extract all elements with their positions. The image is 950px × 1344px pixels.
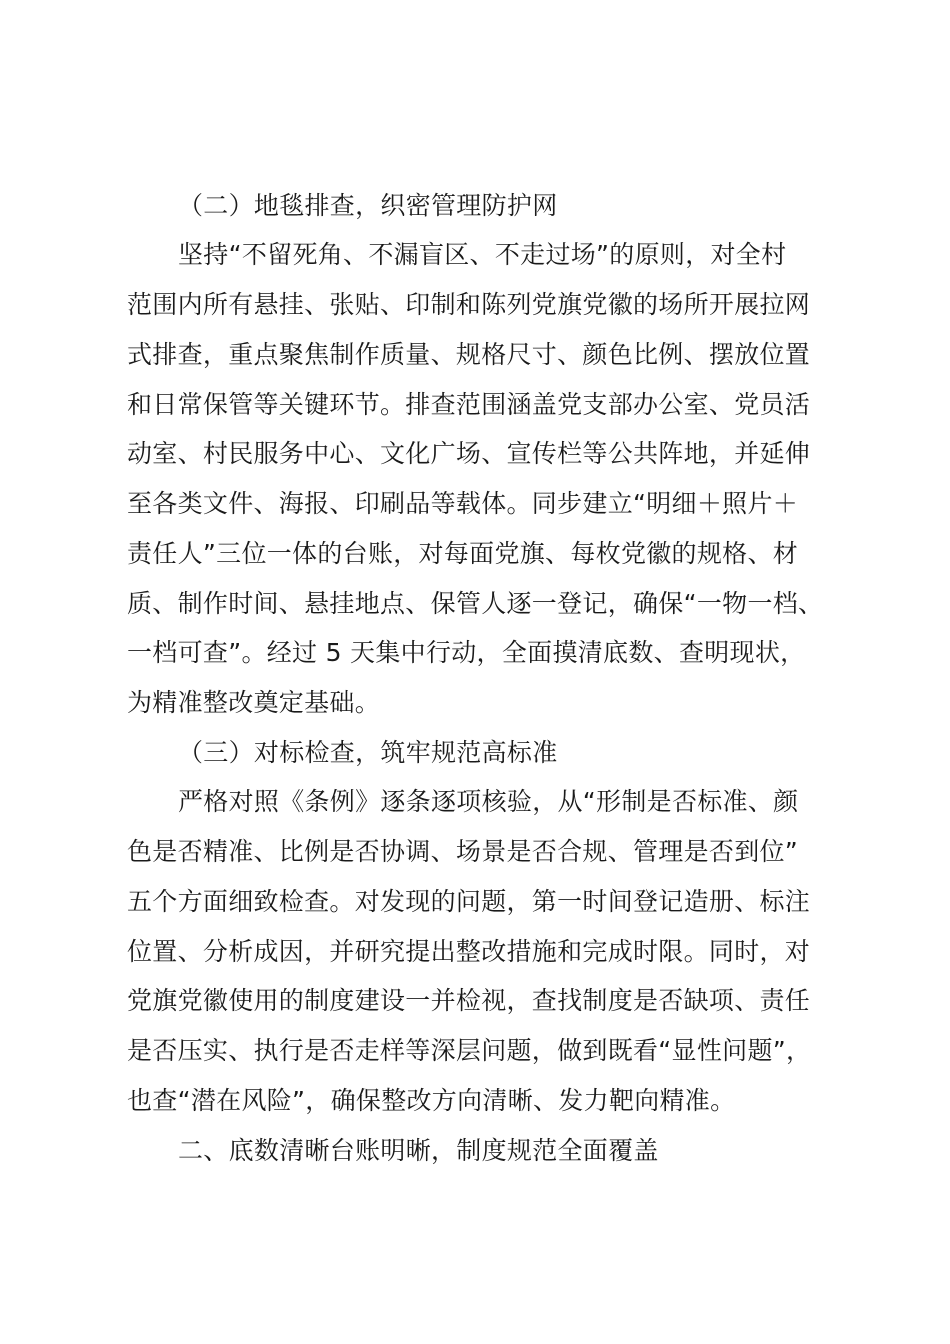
paragraph-line: 五个方面细致检查。对发现的问题，第一时间登记造册、标注 — [127, 887, 811, 916]
paragraph-line: 范围内所有悬挂、张贴、印制和陈列党旗党徽的场所开展拉网 — [127, 290, 811, 319]
paragraph-line: 是否压实、执行是否走样等深层问题，做到既看“显性问题”， — [127, 1036, 812, 1065]
paragraph-line: 严格对照《条例》逐条逐项核验，从“形制是否标准、颜 — [178, 787, 799, 816]
paragraph-line: 坚持“不留死角、不漏盲区、不走过场”的原则，对全村 — [178, 240, 787, 269]
paragraph-line: 色是否精准、比例是否协调、场景是否合规、管理是否到位” — [127, 837, 799, 866]
section-2-heading: （二）地毯排查，织密管理防护网 — [178, 191, 558, 220]
paragraph-line: 和日常保管等关键环节。排查范围涵盖党支部办公室、党员活 — [127, 390, 811, 419]
paragraph-line: 一档可查”。经过 5 天集中行动，全面摸清底数、查明现状， — [127, 638, 806, 667]
part-2-heading: 二、底数清晰台账明晰，制度规范全面覆盖 — [178, 1136, 659, 1165]
paragraph-line: 动室、村民服务中心、文化广场、宣传栏等公共阵地，并延伸 — [127, 439, 811, 468]
paragraph-line: 为精准整改奠定基础。 — [127, 688, 381, 717]
paragraph-line: 位置、分析成因，并研究提出整改措施和完成时限。同时，对 — [127, 937, 811, 966]
paragraph-line: 党旗党徽使用的制度建设一并检视，查找制度是否缺项、责任 — [127, 986, 811, 1015]
paragraph-line: 至各类文件、海报、印刷品等载体。同步建立“明细＋照片＋ — [127, 489, 799, 518]
paragraph-line: 也查“潜在风险”，确保整改方向清晰、发力靶向精准。 — [127, 1086, 736, 1115]
paragraph-line: 责任人”三位一体的台账，对每面党旗、每枚党徽的规格、材 — [127, 539, 799, 568]
section-3-heading: （三）对标检查，筑牢规范高标准 — [178, 738, 558, 767]
paragraph-line: 质、制作时间、悬挂地点、保管人逐一登记，确保“一物一档、 — [127, 589, 824, 618]
paragraph-line: 式排查，重点聚焦制作质量、规格尺寸、颜色比例、摆放位置 — [127, 340, 811, 369]
